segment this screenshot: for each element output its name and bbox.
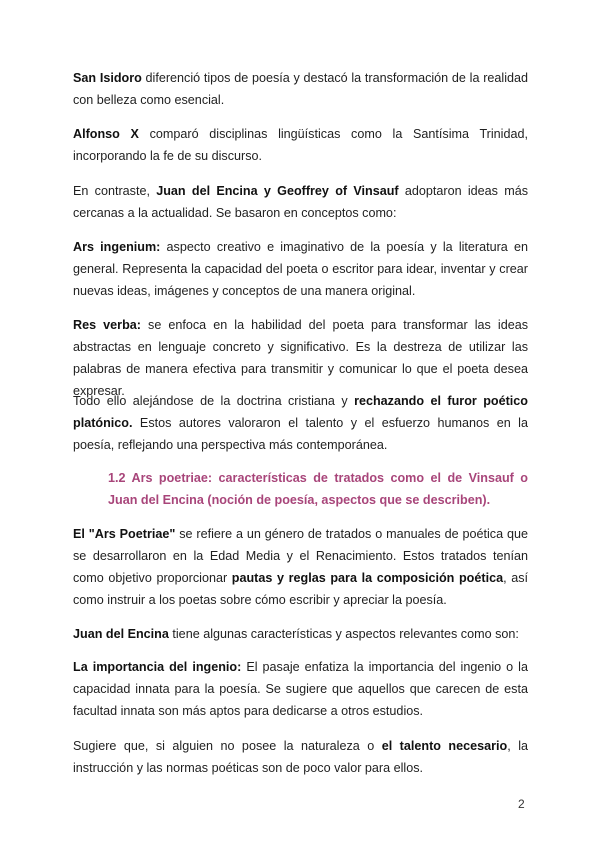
paragraph-text: se refiere a un género de tratados o manuales de poética que se desarrollaron en la Edad Media y el Renacimiento. Estos tratados tenían como objetivo proporcionar: [73, 527, 528, 585]
paragraph-text: En contraste,: [73, 184, 157, 198]
paragraph-text: comparó disciplinas lingüísticas como la Santísima Trinidad, incorporando la fe de su discurso.: [73, 127, 528, 163]
bold-term: El "Ars Poetriae": [73, 527, 176, 541]
bold-term: Res verba:: [73, 318, 141, 332]
paragraph-text: tiene algunas características y aspectos relevantes como son:: [168, 627, 519, 641]
bold-term: Ars ingenium:: [73, 240, 161, 254]
paragraph-todo-ello: [73, 390, 528, 456]
page-number: 2: [518, 797, 525, 811]
bold-term: La importancia del ingenio:: [73, 660, 242, 674]
paragraph-text: aspecto creativo e imaginativo de la poesía y la literatura en general. Representa la capacidad del poeta o escritor para idear, inventar y crear nuevas ideas, imágenes y conceptos de una manera original.: [73, 240, 529, 298]
paragraph-text: adoptaron ideas más cercanas a la actualidad. Se basaron en conceptos como:: [73, 184, 529, 220]
bold-term: pautas y reglas para la composición poética: [231, 571, 504, 585]
bold-term: Juan del Encina: [73, 627, 169, 641]
paragraph-text: , la instrucción y las normas poéticas son de poco valor para ellos.: [73, 739, 528, 775]
paragraph-ars-poetriae: [73, 523, 528, 611]
section-heading: 1.2 Ars poetriae: características de tratados como el de Vinsauf o Juan del Encina (noción de poesía, aspectos que se describen).: [108, 471, 528, 507]
paragraph-text: El pasaje enfatiza la importancia del ingenio o la capacidad innata para la poesía. Se sugiere que aquellos que carecen de esta facultad innata son más aptos para dedicarse a otros estudios.: [73, 660, 528, 718]
bold-term: San Isidoro: [73, 71, 142, 85]
paragraph-san-isidoro: [73, 67, 528, 111]
paragraph-juan-del-encina: [73, 623, 528, 645]
paragraph-text: Estos autores valoraron el talento y el esfuerzo humanos en la poesía, reflejando una perspectiva más contemporánea.: [73, 416, 528, 452]
bold-term: el talento necesario: [381, 739, 508, 753]
paragraph-alfonso-x: [73, 123, 528, 167]
paragraph-text: diferenció tipos de poesía y destacó la transformación de la realidad con belleza como esencial.: [73, 71, 528, 107]
bold-term: rechazando el furor poético platónico.: [73, 394, 528, 430]
paragraph-text: , así como instruir a los poetas sobre cómo escribir y apreciar la poesía.: [73, 571, 528, 607]
paragraph-text: Sugiere que, si alguien no posee la naturaleza o: [73, 739, 382, 753]
bold-term: Alfonso X: [73, 127, 139, 141]
paragraph-res-verba: [73, 314, 528, 402]
paragraph-ars-ingenium: [73, 236, 528, 302]
bold-term: Juan del Encina y Geoffrey of Vinsauf: [156, 184, 399, 198]
paragraph-importancia-ingenio: [73, 656, 528, 722]
paragraph-text: se enfoca en la habilidad del poeta para transformar las ideas abstractas en lenguaje concreto y significativo. Es la destreza de utilizar las palabras de manera efectiva para transmitir y comunicar lo que el poeta desea expresar.: [73, 318, 529, 398]
paragraph-sugiere: [73, 735, 528, 779]
paragraph-en-contraste: [73, 180, 528, 224]
paragraph-text: Todo ello alejándose de la doctrina cristiana y: [73, 394, 355, 408]
